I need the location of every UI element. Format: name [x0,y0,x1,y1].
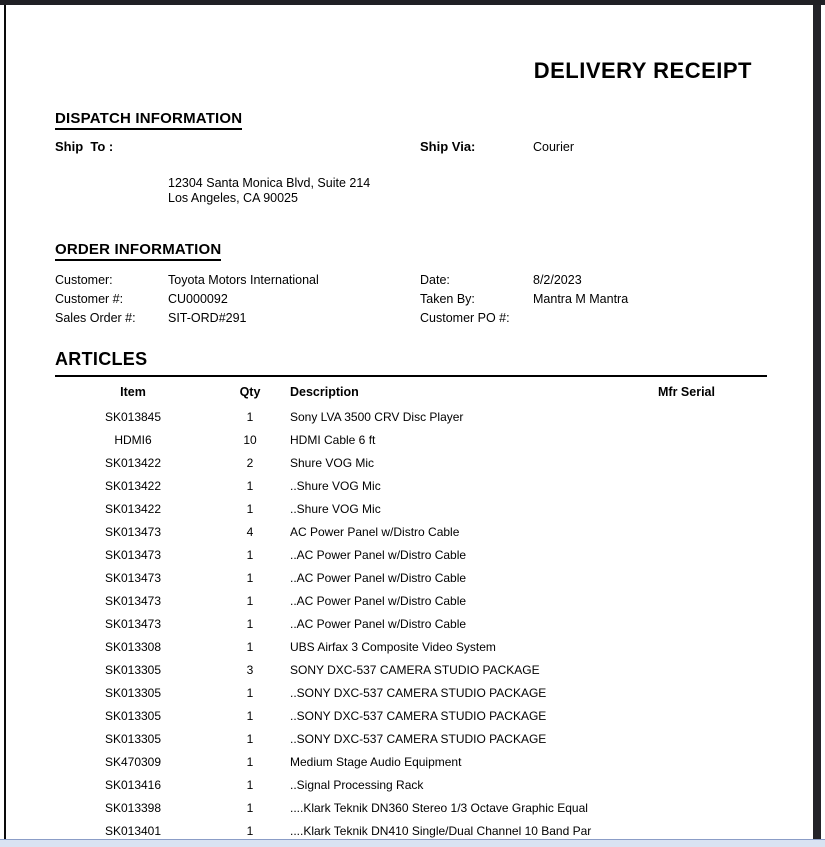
cell-description: Medium Stage Audio Equipment [290,755,462,769]
cell-qty: 1 [246,824,254,838]
table-row [0,613,825,636]
table-row [0,659,825,682]
articles-divider [55,375,767,377]
column-header-item: Item [120,385,146,399]
cell-description: AC Power Panel w/Distro Cable [290,525,460,539]
cell-item: SK013398 [104,801,162,815]
cell-qty: 1 [246,571,254,585]
date-label: Date: [420,273,450,287]
order-row [0,271,825,290]
table-row [0,429,825,452]
cell-item: SK013422 [104,456,162,470]
column-header-qty: Qty [239,385,261,399]
cell-description: ..Signal Processing Rack [290,778,424,792]
cell-item: SK013308 [104,640,162,654]
column-header-description: Description [290,385,359,399]
cell-item: SK013422 [104,502,162,516]
window-top-border [0,0,825,5]
table-row [0,590,825,613]
table-row [0,728,825,751]
table-row [0,682,825,705]
cell-item: SK013473 [104,548,162,562]
table-row [0,705,825,728]
date-value: 8/2/2023 [533,273,582,287]
dispatch-section-heading: DISPATCH INFORMATION [55,110,242,130]
cell-qty: 1 [246,548,254,562]
cell-qty: 1 [246,502,254,516]
customer-value: Toyota Motors International [168,273,319,287]
cell-description: UBS Airfax 3 Composite Video System [290,640,496,654]
cell-item: SK013305 [104,709,162,723]
table-row [0,521,825,544]
customer-number-label: Customer #: [55,292,124,306]
cell-item: HDMI6 [114,433,152,447]
customer-label: Customer: [55,273,113,287]
cell-qty: 10 [243,433,257,447]
order-section-heading: ORDER INFORMATION [55,241,221,261]
cell-item: SK013305 [104,663,162,677]
cell-description: SONY DXC-537 CAMERA STUDIO PACKAGE [290,663,540,677]
cell-qty: 1 [246,640,254,654]
column-header-mfr-serial: Mfr Serial [658,385,715,399]
horizontal-scrollbar[interactable] [0,839,825,847]
customer-number-value: CU000092 [168,292,228,306]
cell-description: ....Klark Teknik DN360 Stereo 1/3 Octave Graphic Equal [290,801,588,815]
address-line-2: Los Angeles, CA 90025 [168,191,298,205]
cell-item: SK013401 [104,824,162,838]
cell-description: ..Shure VOG Mic [290,479,381,493]
cell-description: ..SONY DXC-537 CAMERA STUDIO PACKAGE [290,686,547,700]
cell-qty: 1 [246,617,254,631]
cell-qty: 1 [246,686,254,700]
table-row [0,797,825,820]
address-line-1: 12304 Santa Monica Blvd, Suite 214 [168,176,371,190]
cell-qty: 4 [246,525,254,539]
cell-description: HDMI Cable 6 ft [290,433,376,447]
sales-order-value: SIT-ORD#291 [168,311,247,325]
cell-description: ..SONY DXC-537 CAMERA STUDIO PACKAGE [290,732,547,746]
cell-item: SK013473 [104,617,162,631]
cell-description: Shure VOG Mic [290,456,375,470]
table-row [0,751,825,774]
cell-item: SK013422 [104,479,162,493]
cell-item: SK013473 [104,594,162,608]
taken-by-value: Mantra M Mantra [533,292,629,306]
cell-description: ....Klark Teknik DN410 Single/Dual Channel 10 Band Par [290,824,592,838]
cell-description: ..AC Power Panel w/Distro Cable [290,548,467,562]
cell-description: ..Shure VOG Mic [290,502,381,516]
cell-item: SK013416 [104,778,162,792]
table-row [0,567,825,590]
cell-qty: 1 [246,732,254,746]
ship-via-label: Ship Via: [420,139,476,154]
cell-qty: 3 [246,663,254,677]
cell-qty: 1 [246,778,254,792]
cell-description: Sony LVA 3500 CRV Disc Player [290,410,464,424]
ship-to-label: Ship To : [55,139,114,154]
order-info-grid [0,271,825,328]
cell-item: SK013305 [104,686,162,700]
taken-by-label: Taken By: [420,292,475,306]
customer-po-label: Customer PO #: [420,311,510,325]
cell-description: ..AC Power Panel w/Distro Cable [290,617,467,631]
document-title: DELIVERY RECEIPT [533,58,752,83]
articles-section-heading: ARTICLES [55,349,148,369]
cell-qty: 1 [246,594,254,608]
ship-via-value: Courier [533,140,574,154]
table-row [0,498,825,521]
cell-qty: 1 [246,801,254,815]
cell-item: SK013473 [104,525,162,539]
cell-description: ..AC Power Panel w/Distro Cable [290,571,467,585]
table-row [0,406,825,429]
cell-qty: 1 [246,755,254,769]
table-row [0,544,825,567]
cell-description: ..AC Power Panel w/Distro Cable [290,594,467,608]
table-row [0,636,825,659]
ship-to-address [168,176,370,206]
sales-order-label: Sales Order #: [55,311,136,325]
table-row [0,452,825,475]
cell-item: SK013845 [104,410,162,424]
cell-qty: 1 [246,410,254,424]
table-row [0,475,825,498]
order-row [0,290,825,309]
cell-description: ..SONY DXC-537 CAMERA STUDIO PACKAGE [290,709,547,723]
cell-qty: 1 [246,479,254,493]
cell-qty: 2 [246,456,254,470]
cell-qty: 1 [246,709,254,723]
cell-item: SK470309 [104,755,162,769]
cell-item: SK013305 [104,732,162,746]
order-row [0,309,825,328]
cell-item: SK013473 [104,571,162,585]
table-row [0,774,825,797]
articles-header-row [0,381,825,404]
